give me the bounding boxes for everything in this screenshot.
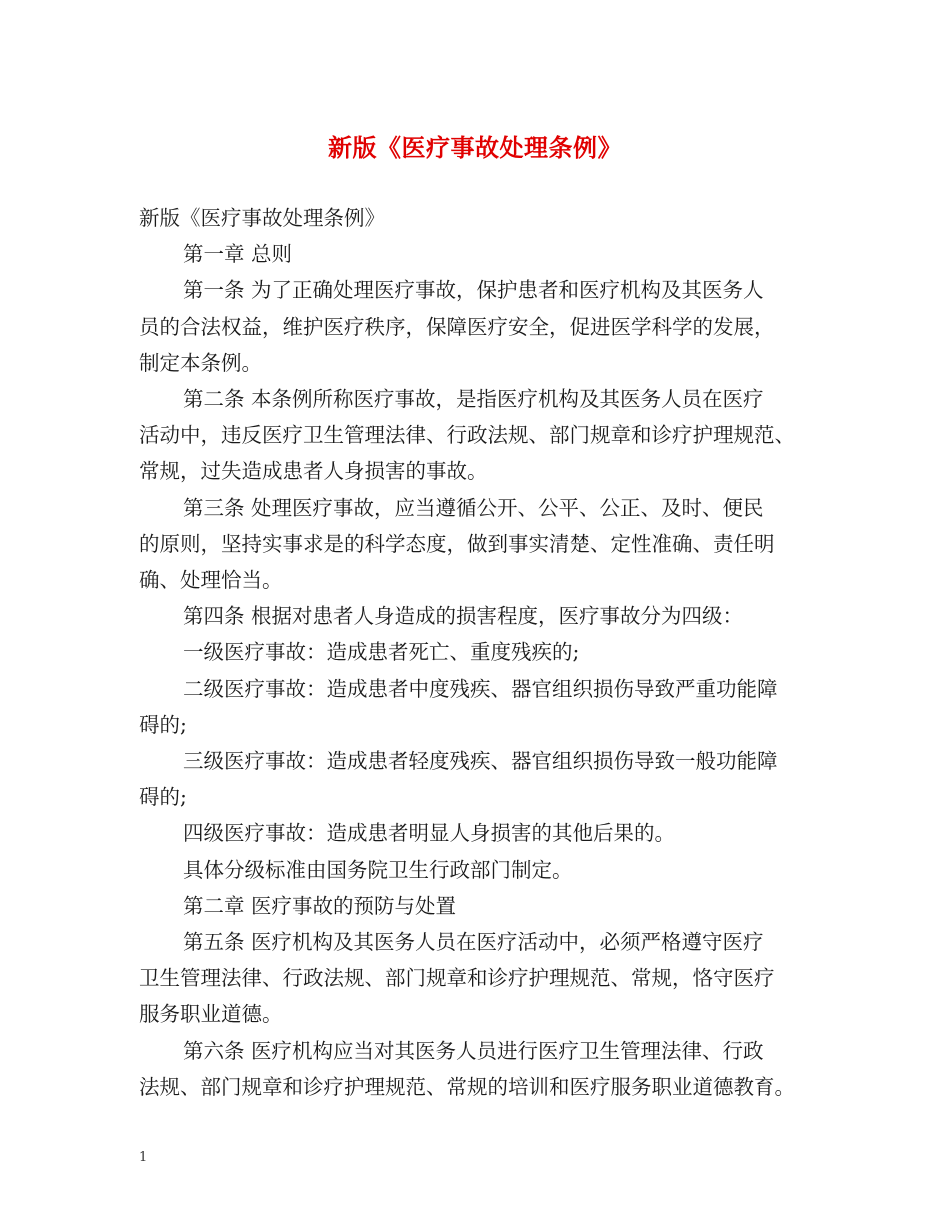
body-line: 确、处理恰当。 [139,568,283,593]
body-line: 具体分级标准由国务院卫生行政部门制定。 [183,857,573,882]
document-title: 新版《医疗事故处理条例》 [328,133,622,162]
body-line: 服务职业道德。 [139,1002,283,1027]
body-line: 一级医疗事故：造成患者死亡、重度残疾的; [183,640,580,665]
body-line: 二级医疗事故：造成患者中度残疾、器官组织损伤导致严重功能障 [183,676,778,701]
body-line: 第五条 医疗机构及其医务人员在医疗活动中，必须严格遵守医疗 [183,930,764,955]
body-line: 四级医疗事故：造成患者明显人身损害的其他后果的。 [183,821,675,846]
body-line: 的原则，坚持实事求是的科学态度，做到事实清楚、定性准确、责任明 [139,531,775,556]
chapter-heading: 第一章 总则 [183,242,293,267]
body-line: 制定本条例。 [139,350,262,375]
body-line: 碍的; [139,712,187,737]
page-number: 1 [139,1150,148,1165]
body-line: 第一条 为了正确处理医疗事故，保护患者和医疗机构及其医务人 [183,278,764,303]
body-line: 法规、部门规章和诊疗护理规范、常规的培训和医疗服务职业道德教育。 [139,1074,795,1099]
body-line: 员的合法权益，维护医疗秩序，保障医疗安全，促进医学科学的发展， [139,314,775,339]
chapter-heading: 第二章 医疗事故的预防与处置 [183,893,457,918]
body-line: 第四条 根据对患者人身造成的损害程度，医疗事故分为四级： [183,604,744,629]
body-line: 第三条 处理医疗事故，应当遵循公开、公平、公正、及时、便民 [183,495,764,520]
body-line: 三级医疗事故：造成患者轻度残疾、器官组织损伤导致一般功能障 [183,749,778,774]
body-line: 常规，过失造成患者人身损害的事故。 [139,459,488,484]
body-line: 新版《医疗事故处理条例》 [139,206,385,230]
body-line: 卫生管理法律、行政法规、部门规章和诊疗护理规范、常规，恪守医疗 [139,966,775,991]
body-line: 碍的; [139,785,187,810]
body-line: 活动中，违反医疗卫生管理法律、行政法规、部门规章和诊疗护理规范、 [139,423,795,448]
body-line: 第六条 医疗机构应当对其医务人员进行医疗卫生管理法律、行政 [183,1038,764,1063]
body-line: 第二条 本条例所称医疗事故，是指医疗机构及其医务人员在医疗 [183,387,764,412]
document-body [139,200,814,1105]
